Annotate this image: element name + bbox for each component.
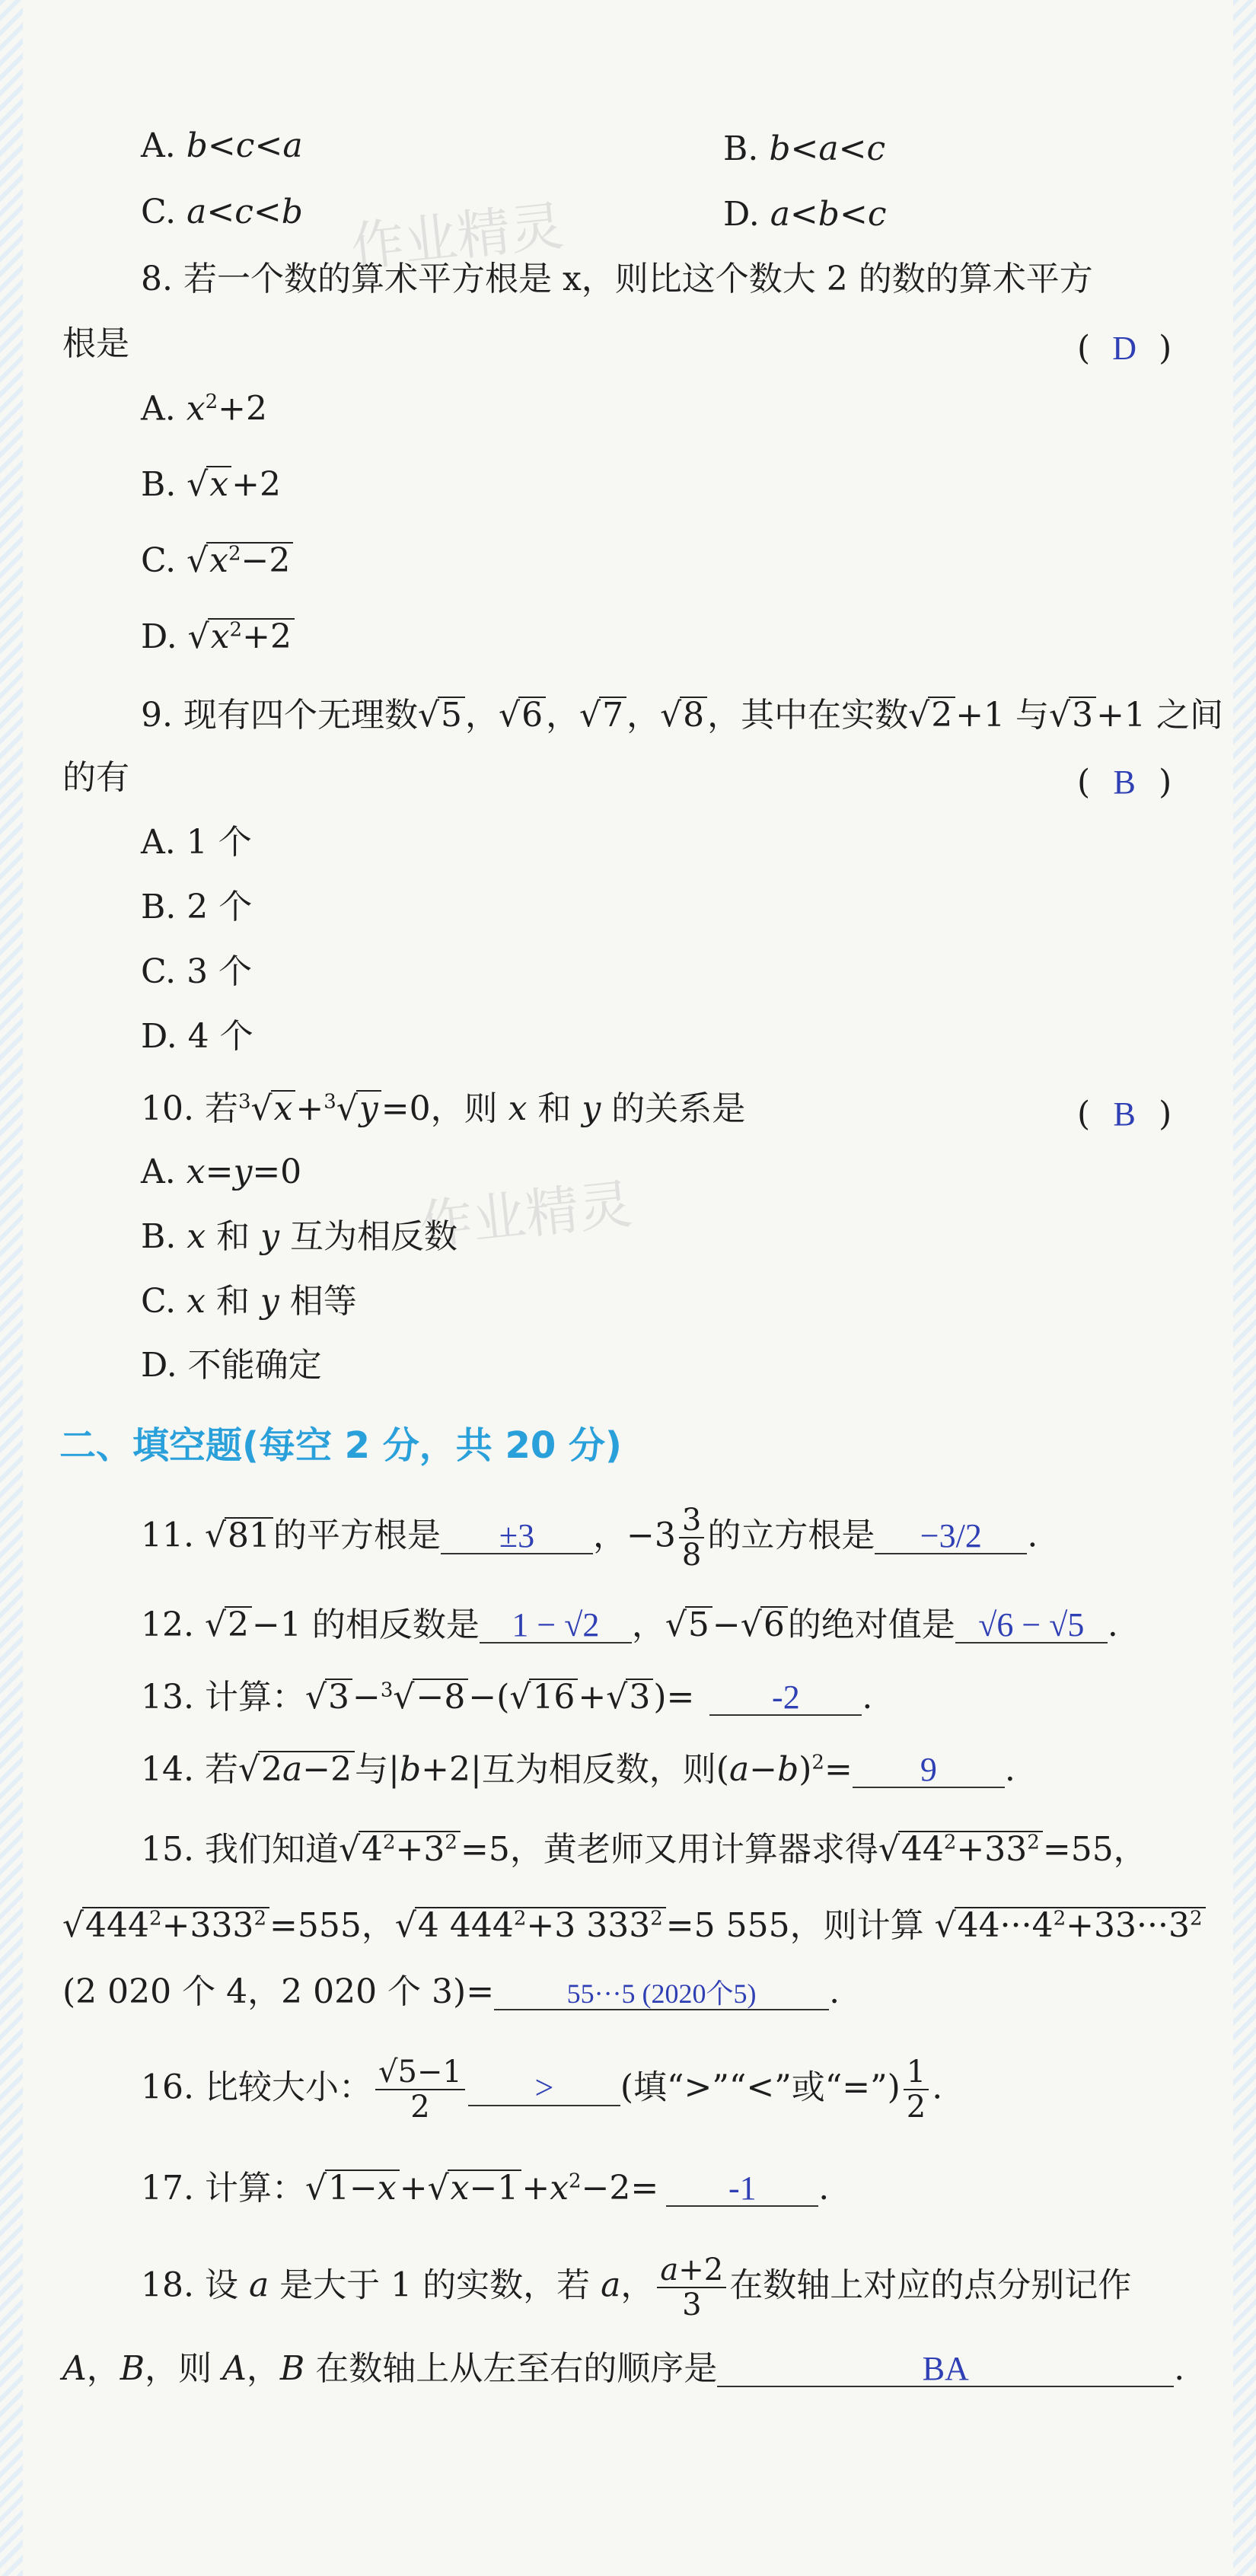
q10-stem: 10. 若$^3$√x+$^3$√y=0，则 x 和 y 的关系是	[141, 1089, 746, 1128]
watermark: 作业精灵	[348, 194, 567, 279]
q8-option-b: B. √x+2	[141, 465, 282, 504]
q7-option-b: B. b<a<c	[723, 129, 886, 168]
q9-stem-line1: 9. 现有四个无理数√5，√6，√7，√8，其中在实数√2+1 与√3+1 之间	[141, 696, 1223, 735]
q18-line1: 18. 设 a 是大于 1 的实数，若 a， $\frac{a+2}{3}$ 在数轴上对应的点分别记作	[141, 2252, 1132, 2323]
q15-line3: (2 020 个 4，2 020 个 3)= 55···5 (2020个5) .	[62, 1972, 840, 2011]
q16-answer: >	[534, 2068, 554, 2106]
q10-option-b: B. x 和 y 互为相反数	[141, 1217, 457, 1256]
q17-answer: -1	[728, 2170, 757, 2207]
q9-option-c: C. 3 个	[141, 952, 253, 991]
q10-option-d: D. 不能确定	[141, 1346, 322, 1385]
q9-option-d: D. 4 个	[141, 1017, 253, 1056]
q11-answer-2: −3/2	[920, 1516, 982, 1554]
q9-option-a: A. 1 个	[141, 823, 252, 862]
q10-option-c: C. x 和 y 相等	[141, 1282, 357, 1321]
q18-line2: A，B，则 A，B 在数轴上从左至右的顺序是 BA .	[62, 2349, 1185, 2388]
q15-line3-text: (2 020 个 4，2 020 个 3)=	[62, 1972, 495, 2011]
q17-line: 17. 计算：$√1-x+√x-1+x^2-2= -1$ .	[141, 2169, 830, 2208]
q7-option-a: A. b<c<a	[141, 126, 303, 165]
watermark: 作业精灵	[416, 1172, 636, 1258]
q8-stem-line1: 8. 若一个数的算术平方根是 x，则比这个数大 2 的数的算术平方	[141, 260, 1093, 298]
q8-answer-paren: ( D )	[1077, 329, 1172, 368]
q9-answer: B	[1113, 764, 1136, 801]
q11-line: 11. √81的平方根是 ±3 ，−3 $\frac{3}{8}$ 的立方根是 −3/2 .	[141, 1503, 1038, 1573]
q8-stem-line2: 根是	[62, 324, 129, 363]
q16-line: 16. 比较大小： $\frac{√5-1}{2}$ > (填“>”“<”或“=”) $\frac{1}{2}$ .	[141, 2055, 943, 2125]
section-title: 二、填空题(每空 2 分，共 20 分)	[59, 1424, 622, 1467]
q10-option-a: A. x=y=0	[141, 1153, 302, 1191]
q13-answer: -2	[772, 1679, 800, 1716]
q14-line: 14. 若√2a−2与|b+2|互为相反数，则$(a-b)^2= 9$ .	[141, 1750, 1015, 1789]
q12-line: 12. √2−1 的相反数是 1 − √2 ，√5−√6的绝对值是 √6 − √5 .	[141, 1605, 1118, 1644]
q15-answer: 55···5 (2020个5)	[566, 1978, 757, 2009]
q10-answer-paren: ( B )	[1077, 1095, 1172, 1133]
q9-answer-paren: ( B )	[1077, 763, 1172, 802]
q8-option-d: D. $√x^2+2$	[141, 618, 295, 655]
q8-option-c: C. $√x^2-2$	[141, 542, 293, 579]
q12-answer-2: √6 − √5	[978, 1606, 1085, 1643]
q15-line1: 15. 我们知道$√4^2+3^2=5$，黄老师又用计算器求得$√44^2+33^2=55$，	[141, 1830, 1147, 1869]
worksheet-page	[15, 0, 1241, 2576]
q12-answer-1: 1 − √2	[512, 1606, 600, 1643]
q9-option-b: B. 2 个	[141, 888, 253, 926]
q15-line2: $√444^2+333^2=555$，√4 $444^2+3$ $333^2=5$ 555，则计算 $√44\cdot\cdot\cdot 4^2+33\cdot\cdot\cdot 3^2$	[62, 1907, 1206, 1943]
q7-option-c: C. a<c<b	[141, 193, 303, 231]
q14-answer: 9	[920, 1751, 937, 1788]
q13-line: 13. 计算：√3−$^3$√−8−(√16+√3)= -2 .	[141, 1678, 873, 1717]
q8-option-a: A. $x^2+2$	[141, 389, 267, 429]
q18-answer: BA	[922, 2350, 969, 2387]
q10-answer: B	[1113, 1095, 1136, 1133]
q7-option-d: D. a<b<c	[723, 195, 887, 234]
q8-answer: D	[1112, 330, 1137, 367]
q11-answer-1: ±3	[499, 1516, 535, 1554]
q9-stem-line2: 的有	[62, 758, 129, 797]
